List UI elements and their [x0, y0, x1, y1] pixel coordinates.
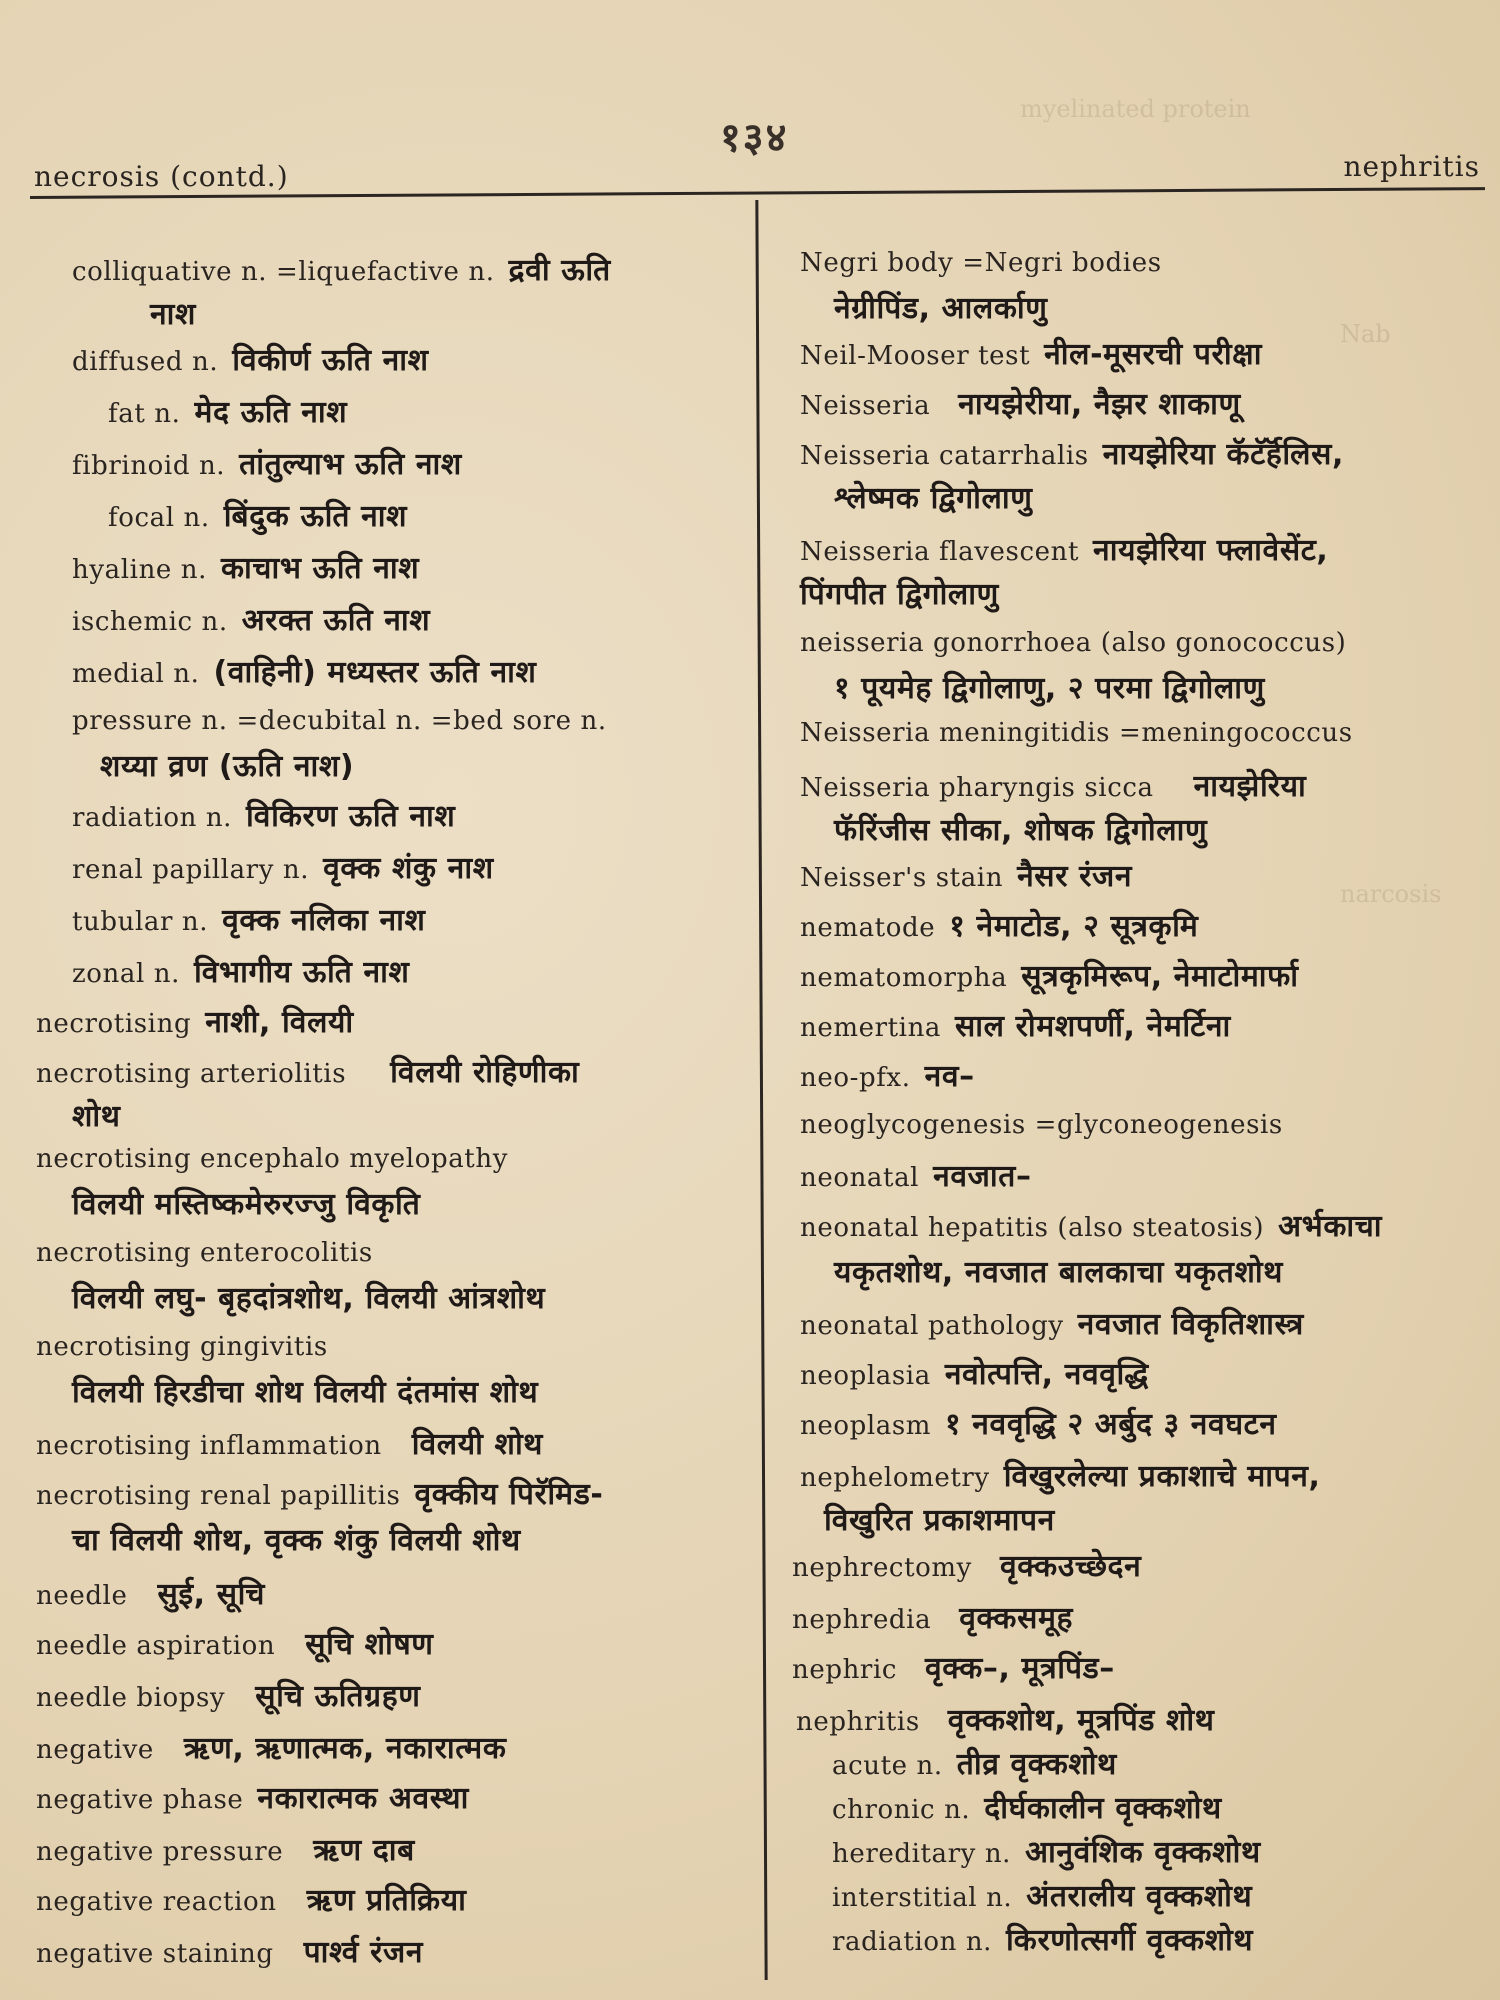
entry-term: nephritis: [796, 1707, 920, 1737]
entry-term: nematomorpha: [800, 963, 1008, 993]
entry-term: needle biopsy: [36, 1683, 226, 1713]
entry-line: [36, 1577, 266, 1612]
entry-gloss: विकीर्ण ऊति नाश: [232, 343, 429, 378]
entry-gloss: श्लेष्मक द्विगोलाणु: [834, 481, 1033, 516]
entry-line: [800, 1209, 1383, 1244]
entry-line: [72, 903, 426, 938]
entry-gloss: वृक्कसमूह: [959, 1601, 1074, 1636]
entry-continuation: [834, 671, 1265, 706]
entry-line: [72, 343, 429, 378]
entry-continuation: [834, 813, 1208, 848]
entry-term: neonatal pathology: [800, 1311, 1064, 1341]
entry-line: [832, 1879, 1253, 1914]
entry-line: [72, 603, 431, 638]
entry-line: [800, 1112, 1283, 1138]
entry-gloss: विकिरण ऊति नाश: [246, 799, 456, 834]
entry-gloss: अर्भकाचा: [1278, 1209, 1383, 1244]
entry-term: chronic n.: [832, 1795, 971, 1825]
entry-line: [36, 1627, 434, 1662]
entry-line: [800, 1407, 1277, 1442]
entry-term: fat n.: [108, 399, 181, 429]
entry-gloss: विखुरलेल्या प्रकाशाचे मापन,: [1003, 1459, 1321, 1494]
entry-continuation: [100, 749, 355, 784]
entry-gloss: विलयी मस्तिष्कमेरुरज्जु विकृति: [72, 1187, 421, 1222]
entry-line: [36, 1679, 421, 1714]
entry-gloss: आनुवंशिक वृक्कशोथ: [1025, 1835, 1261, 1870]
entry-gloss: विलयी शोथ: [411, 1427, 544, 1462]
entry-continuation: [72, 1187, 421, 1222]
entry-line: [800, 1009, 1231, 1044]
entry-line: [36, 1427, 544, 1462]
entry-gloss: साल रोमशपर्णी, नेमर्टिना: [955, 1009, 1231, 1044]
entry-continuation: [834, 291, 1048, 326]
running-head-right: nephritis: [1343, 150, 1480, 183]
entry-gloss: वृक्कशोथ, मूत्रपिंड शोथ: [947, 1703, 1215, 1738]
entry-term: neonatal hepatitis (also steatosis): [800, 1213, 1265, 1243]
entry-line: [72, 955, 410, 990]
entry-term: Neisser's stain: [800, 863, 1004, 893]
entry-gloss: १ पूयमेह द्विगोलाणु, २ परमा द्विगोलाणु: [834, 671, 1265, 706]
entry-gloss: विखुरित प्रकाशमापन: [824, 1503, 1055, 1538]
entry-line: [832, 1923, 1254, 1958]
entry-line: [800, 909, 1199, 944]
entry-term: focal n.: [108, 503, 210, 533]
entry-continuation: [72, 1281, 546, 1316]
entry-term: nephric: [792, 1655, 898, 1685]
entry-gloss: नव–: [924, 1059, 975, 1094]
entry-gloss: (वाहिनी) मध्यस्तर ऊति नाश: [213, 655, 537, 690]
entry-gloss: वृक्क नलिका नाश: [222, 903, 426, 938]
entry-line: [72, 253, 611, 288]
entry-line: [36, 1477, 604, 1512]
entry-line: [832, 1835, 1261, 1870]
entry-continuation: [800, 577, 999, 612]
entry-line: [36, 1781, 469, 1816]
entry-term: zonal n.: [72, 959, 180, 989]
entry-gloss: वृक्क–, मूत्रपिंड–: [925, 1651, 1115, 1686]
entry-line: [36, 1883, 467, 1918]
entry-term: nematode: [800, 913, 936, 943]
entry-line: [72, 447, 462, 482]
entry-term: nephredia: [792, 1605, 932, 1635]
entry-continuation: [72, 1099, 121, 1134]
entry-line: [792, 1601, 1074, 1636]
entry-gloss: नाश: [150, 297, 197, 332]
show-through-text: Nab: [1340, 320, 1391, 348]
entry-term: necrotising renal papillitis: [36, 1481, 401, 1511]
entry-gloss: नवजात–: [933, 1159, 1032, 1194]
entry-line: [800, 959, 1299, 994]
entry-gloss: विलयी लघु- बृहदांत्रशोथ, विलयी आंत्रशोथ: [72, 1281, 546, 1316]
entry-term: nephrectomy: [792, 1553, 972, 1583]
entry-line: [108, 395, 348, 430]
running-head-left: necrosis (contd.): [34, 160, 289, 193]
entry-continuation: [72, 1375, 539, 1410]
show-through-text: myelinated protein: [1020, 95, 1251, 123]
entry-gloss: ऋण दाब: [313, 1833, 415, 1868]
entry-term: negative reaction: [36, 1887, 277, 1917]
entry-line: [72, 655, 537, 690]
entry-term: interstitial n.: [832, 1883, 1013, 1913]
entry-gloss: बिंदुक ऊति नाश: [223, 499, 408, 534]
entry-line: [36, 1334, 328, 1360]
entry-continuation: [150, 297, 197, 332]
entry-line: [72, 551, 420, 586]
entry-gloss: दीर्घकालीन वृक्कशोथ: [984, 1791, 1222, 1826]
entry-line: [72, 799, 456, 834]
entry-gloss: नाशी, विलयी: [205, 1005, 354, 1040]
entry-line: [36, 1240, 373, 1266]
entry-gloss: अरक्त ऊति नाश: [241, 603, 431, 638]
entry-term: necrotising arteriolitis: [36, 1059, 347, 1089]
entry-term: medial n.: [72, 659, 200, 689]
entry-line: [36, 1731, 507, 1766]
entry-gloss: १ नेमाटोड, २ सूत्रकृमि: [949, 909, 1199, 944]
entry-line: [792, 1651, 1115, 1686]
entry-term: Neisseria catarrhalis: [800, 441, 1089, 471]
entry-line: [36, 1146, 508, 1172]
entry-continuation: [824, 1503, 1055, 1538]
entry-gloss: मेद ऊति नाश: [194, 395, 348, 430]
entry-gloss: वृक्कउच्छेदन: [999, 1549, 1142, 1584]
entry-term: Neisseria: [800, 391, 931, 421]
entry-term: negative phase: [36, 1785, 244, 1815]
entry-line: [800, 337, 1263, 372]
entry-gloss: नेग्रीपिंड, आलर्काणु: [834, 291, 1048, 326]
entry-term: pressure n. =decubital n. =bed sore n.: [72, 706, 607, 736]
entry-term: Neisseria flavescent: [800, 537, 1080, 567]
entry-gloss: तीव्र वृक्कशोथ: [956, 1747, 1117, 1782]
entry-line: [36, 1833, 415, 1868]
entry-term: negative: [36, 1735, 154, 1765]
entry-gloss: सूचि शोषण: [305, 1627, 434, 1662]
entry-continuation: [834, 481, 1033, 516]
entry-line: [108, 499, 408, 534]
entry-gloss: नायझेरिया: [1193, 769, 1307, 804]
entry-gloss: नायझेरीया, नैझर शाकाणू: [958, 387, 1241, 422]
entry-line: [800, 533, 1329, 568]
entry-line: [832, 1791, 1222, 1826]
entry-term: neoglycogenesis =glyconeogenesis: [800, 1110, 1283, 1140]
entry-gloss: विलयी हिरडीचा शोथ विलयी दंतमांस शोथ: [72, 1375, 539, 1410]
entry-term: Neil-Mooser test: [800, 341, 1031, 371]
entry-term: neonatal: [800, 1163, 920, 1193]
entry-term: necrotising encephalo myelopathy: [36, 1144, 508, 1174]
entry-term: neisseria gonorrhoea (also gonococcus): [800, 628, 1347, 658]
entry-continuation: [834, 1255, 1284, 1290]
entry-term: negative pressure: [36, 1837, 284, 1867]
entry-line: [832, 1747, 1117, 1782]
entry-line: [36, 1935, 424, 1970]
entry-gloss: सूत्रकृमिरूप, नेमाटोमार्फा: [1021, 959, 1299, 994]
entry-term: fibrinoid n.: [72, 451, 226, 481]
entry-term: radiation n.: [832, 1927, 993, 1957]
entry-gloss: पिंगपीत द्विगोलाणु: [800, 577, 999, 612]
entry-line: [800, 859, 1133, 894]
entry-term: necrotising: [36, 1009, 192, 1039]
entry-term: neoplasia: [800, 1361, 931, 1391]
page-number: १३४: [720, 114, 789, 161]
entry-gloss: द्रवी ऊति: [508, 253, 611, 288]
entry-term: necrotising gingivitis: [36, 1332, 328, 1362]
entry-line: [800, 1307, 1304, 1342]
entry-line: [800, 250, 1162, 276]
entry-gloss: ऋण, ऋणात्मक, नकारात्मक: [183, 1731, 507, 1766]
entry-gloss: यकृतशोथ, नवजात बालकाचा यकृतशोथ: [834, 1255, 1284, 1290]
entry-line: [800, 437, 1344, 472]
entry-term: Negri body =Negri bodies: [800, 248, 1162, 278]
entry-gloss: सूचि ऊतिग्रहण: [255, 1679, 421, 1714]
entry-line: [800, 630, 1346, 656]
entry-term: necrotising inflammation: [36, 1431, 382, 1461]
entry-line: [800, 1459, 1321, 1494]
entry-term: hereditary n.: [832, 1839, 1012, 1869]
entry-gloss: नायझेरिया कॅटॅर्हॅलिस,: [1102, 437, 1344, 472]
entry-gloss: विभागीय ऊति नाश: [194, 955, 410, 990]
entry-term: neoplasm: [800, 1411, 932, 1441]
entry-gloss: किरणोत्सर्गी वृक्कशोथ: [1006, 1923, 1254, 1958]
entry-term: renal papillary n.: [72, 855, 310, 885]
entry-gloss: नील-मूसरची परीक्षा: [1044, 337, 1263, 372]
entry-term: Neisseria pharyngis sicca: [800, 773, 1154, 803]
entry-gloss: १ नववृद्धि २ अर्बुद ३ नवघटन: [945, 1407, 1277, 1442]
entry-line: [36, 1005, 354, 1040]
entry-line: [36, 1055, 580, 1090]
entry-term: needle aspiration: [36, 1631, 276, 1661]
entry-line: [72, 708, 607, 734]
entry-line: [796, 1703, 1215, 1738]
entry-gloss: नवजात विकृतिशास्त्र: [1077, 1307, 1304, 1342]
entry-gloss: विलयी रोहिणीका: [390, 1055, 580, 1090]
entry-gloss: नैसर रंजन: [1017, 859, 1133, 894]
entry-term: radiation n.: [72, 803, 233, 833]
entry-line: [792, 1549, 1142, 1584]
entry-term: necrotising enterocolitis: [36, 1238, 373, 1268]
entry-term: acute n.: [832, 1751, 943, 1781]
entry-gloss: पार्श्व रंजन: [303, 1935, 424, 1970]
entry-gloss: वृक्कीय पिरॅमिड-: [414, 1477, 604, 1512]
entry-gloss: नायझेरिया फ्लावेसेंट,: [1093, 533, 1329, 568]
show-through-text: narcosis: [1340, 880, 1442, 908]
entry-gloss: वृक्क शंकु नाश: [323, 851, 494, 886]
entry-line: [800, 1059, 975, 1094]
entry-line: [800, 720, 1353, 746]
entry-term: Neisseria meningitidis =meningococcus: [800, 718, 1353, 748]
entry-line: [800, 1159, 1032, 1194]
entry-term: colliquative n. =liquefactive n.: [72, 257, 495, 287]
entry-term: neo-pfx.: [800, 1063, 911, 1093]
entry-gloss: शय्या व्रण (ऊति नाश): [100, 749, 355, 784]
entry-term: negative staining: [36, 1939, 274, 1969]
entry-term: hyaline n.: [72, 555, 207, 585]
entry-line: [800, 769, 1307, 804]
entry-gloss: नवोत्पत्ति, नववृद्धि: [944, 1357, 1149, 1392]
entry-gloss: अंतरालीय वृक्कशोथ: [1026, 1879, 1253, 1914]
column-divider: [755, 200, 767, 1980]
entry-term: nephelometry: [800, 1463, 990, 1493]
entry-gloss: शोथ: [72, 1099, 121, 1134]
entry-term: diffused n.: [72, 347, 219, 377]
entry-line: [800, 1357, 1149, 1392]
entry-term: ischemic n.: [72, 607, 228, 637]
entry-gloss: नकारात्मक अवस्था: [257, 1781, 469, 1816]
entry-gloss: फॅरिंजीस सीका, शोषक द्विगोलाणु: [834, 813, 1208, 848]
entry-gloss: ऋण प्रतिक्रिया: [306, 1883, 467, 1918]
entry-term: tubular n.: [72, 907, 209, 937]
entry-term: needle: [36, 1581, 128, 1611]
entry-gloss: काचाभ ऊति नाश: [220, 551, 420, 586]
entry-gloss: चा विलयी शोथ, वृक्क शंकु विलयी शोथ: [72, 1523, 521, 1558]
entry-continuation: [72, 1523, 521, 1558]
entry-line: [72, 851, 494, 886]
entry-gloss: सुई, सूचि: [157, 1577, 266, 1612]
entry-term: nemertina: [800, 1013, 942, 1043]
entry-gloss: तांतुल्याभ ऊति नाश: [239, 447, 462, 482]
entry-line: [800, 387, 1241, 422]
